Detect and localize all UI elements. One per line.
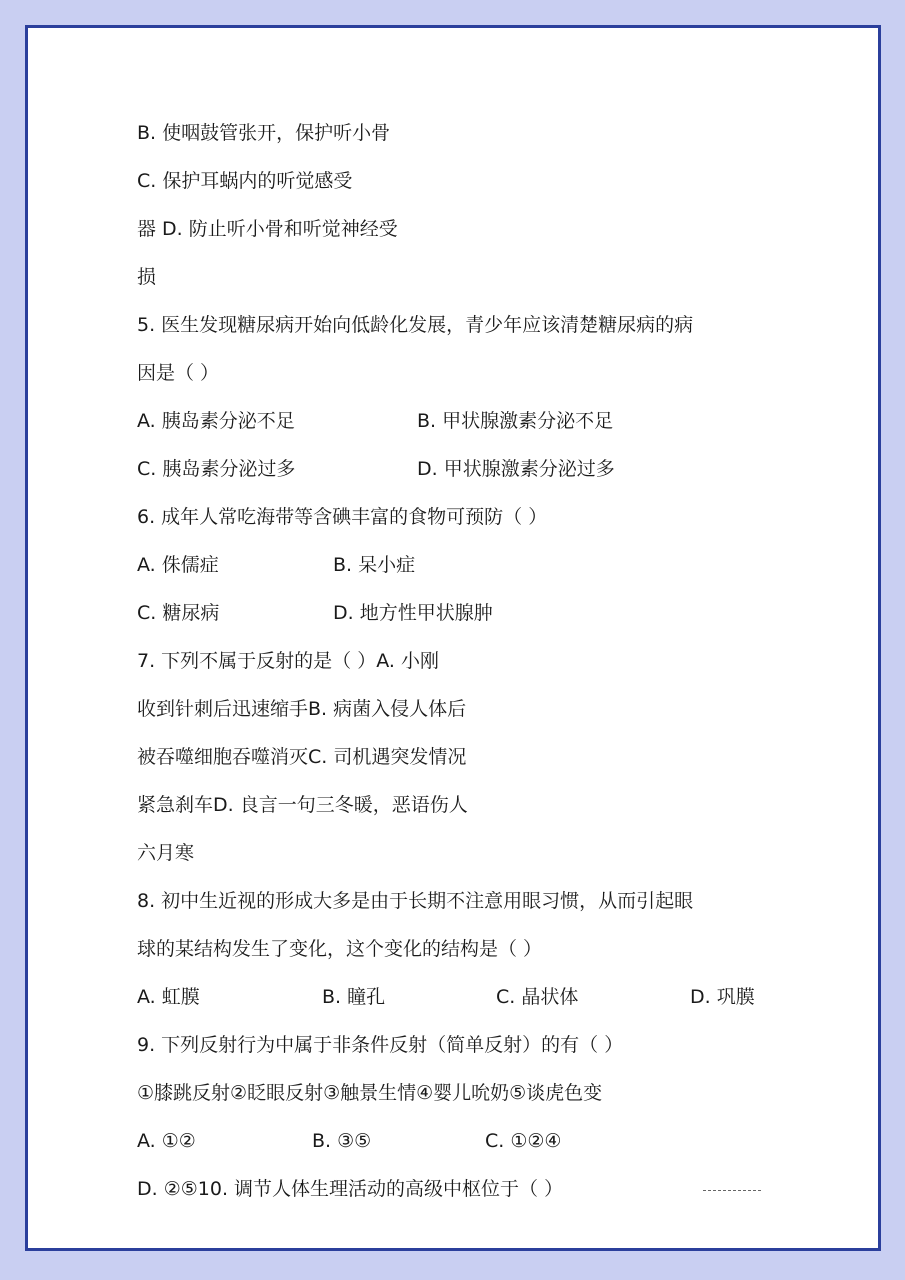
q5-option-a: A. 胰岛素分泌不足 [137,410,295,432]
question-7-line-5: 六月寒 [137,842,195,864]
q8-option-c: C. 晶状体 [496,986,579,1008]
q8-option-a: A. 虹膜 [137,986,200,1008]
question-8-cont: 球的某结构发生了变化，这个变化的结构是（ ） [137,938,543,960]
q8-option-d: D. 巩膜 [690,986,755,1008]
q5-option-d: D. 甲状腺激素分泌过多 [417,458,615,480]
question-6-text: 6. 成年人常吃海带等含碘丰富的食物可预防（ ） [137,506,548,528]
q6-option-a: A. 侏儒症 [137,554,219,576]
q9-option-b: B. ③⑤ [312,1130,372,1152]
q5-option-b: B. 甲状腺激素分泌不足 [417,410,614,432]
q8-option-b: B. 瞳孔 [322,986,386,1008]
q6-option-c: C. 糖尿病 [137,602,220,624]
question-8-text: 8. 初中生近视的形成大多是由于长期不注意用眼习惯，从而引起眼 [137,890,694,912]
q6-option-d: D. 地方性甲状腺肿 [333,602,493,624]
q6-option-b: B. 呆小症 [333,554,416,576]
option-d-line: 器 D. 防止听小骨和听觉神经受 [137,218,398,240]
option-c-line: C. 保护耳蜗内的听觉感受 [137,170,353,192]
question-9-text: 9. 下列反射行为中属于非条件反射（简单反射）的有（ ） [137,1034,624,1056]
question-7-line-2: 收到针刺后迅速缩手B. 病菌入侵人体后 [137,698,467,720]
option-d-cont-line: 损 [137,266,157,288]
question-10-text: D. ②⑤10. 调节人体生理活动的高级中枢位于（ ） [137,1178,564,1200]
q9-option-c: C. ①②④ [485,1130,562,1152]
question-5-cont: 因是（ ） [137,362,220,384]
question-9-items: ①膝跳反射②眨眼反射③触景生情④婴儿吮奶⑤谈虎色变 [137,1082,603,1104]
q5-option-c: C. 胰岛素分泌过多 [137,458,296,480]
question-7-line-3: 被吞噬细胞吞噬消灭C. 司机遇突发情况 [137,746,467,768]
dashed-divider [703,1190,761,1191]
document-page [25,25,881,1251]
question-7-line-4: 紧急刹车D. 良言一句三冬暖，恶语伤人 [137,794,468,816]
question-7-text: 7. 下列不属于反射的是（ ）A. 小刚 [137,650,439,672]
q9-option-a: A. ①② [137,1130,196,1152]
option-b-line: B. 使咽鼓管张开，保护听小骨 [137,122,391,144]
question-5-text: 5. 医生发现糖尿病开始向低龄化发展，青少年应该清楚糖尿病的病 [137,314,694,336]
